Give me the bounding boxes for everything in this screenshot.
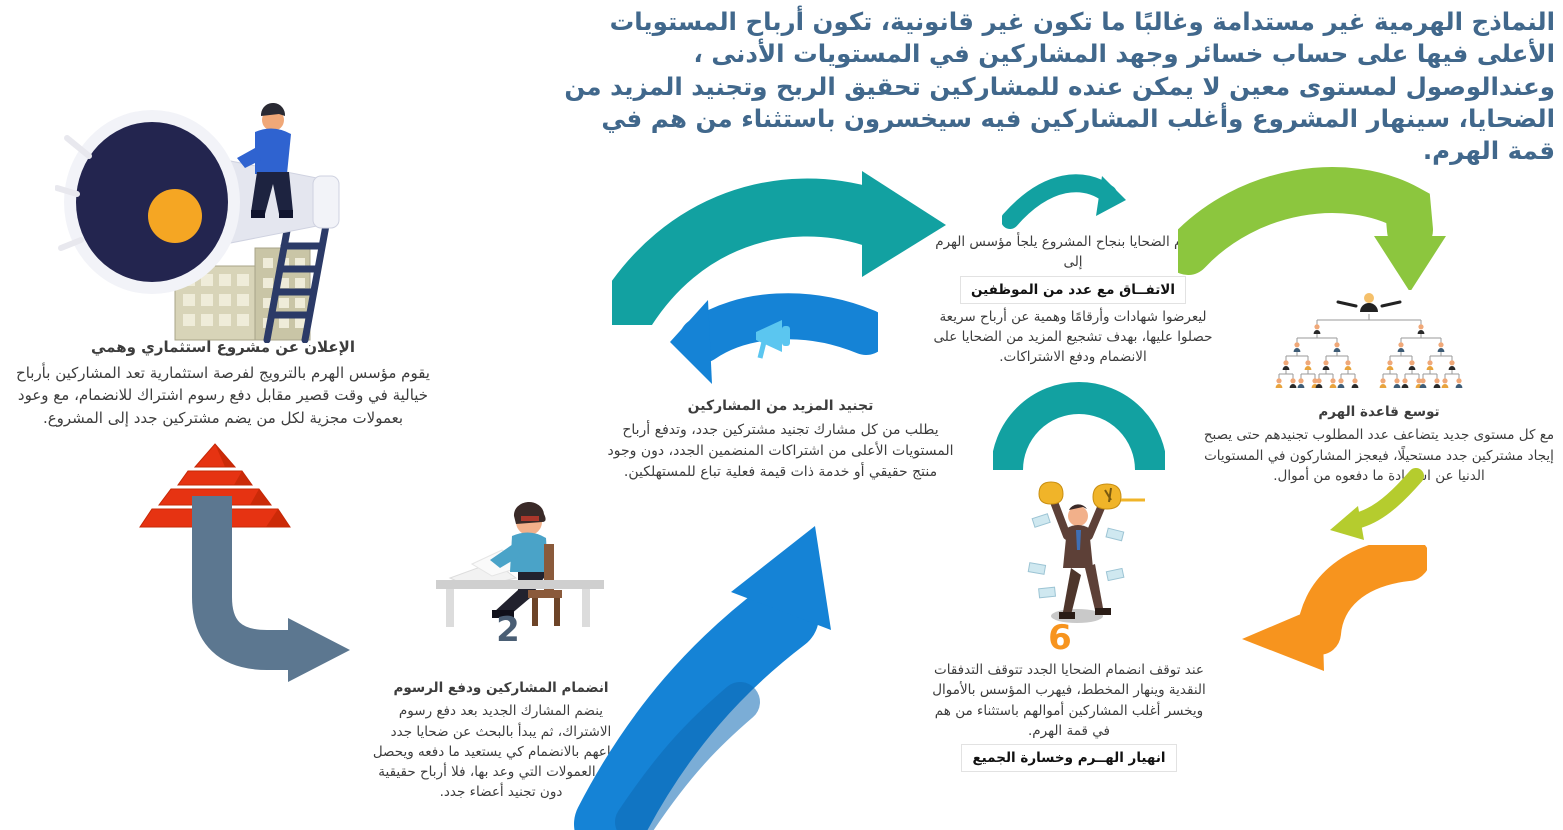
step4-label-box: الاتفــاق مع عدد من الموظفين bbox=[961, 277, 1185, 303]
money-man-icon bbox=[1015, 478, 1145, 628]
step3-title: تجنيد المزيد من المشاركين bbox=[687, 398, 874, 414]
step6-number: 6 bbox=[1048, 618, 1072, 658]
step4-pre: ولإيهام الضحايا بنجاح المشروع يلجأ مؤسس الهرم إلى bbox=[935, 234, 1211, 271]
step6-body: عند توقف انضمام الضحايا الجدد تتوقف التدفقات النقدية وينهار المخطط، فيهرب المؤسس بالأموال ويخسر أغلب المشاركين أموالهم باستثناء من هم في قمة الهرم. bbox=[932, 662, 1206, 739]
green-arrow bbox=[1178, 160, 1468, 295]
step4-text-block bbox=[928, 232, 1218, 368]
step1-title: الإعلان عن مشروع استثماري وهمي bbox=[90, 338, 355, 356]
step6-text-block bbox=[928, 660, 1210, 775]
megaphone-man-illustration bbox=[55, 98, 365, 343]
steel-curve-arrow bbox=[172, 492, 352, 687]
orange-arrow bbox=[1222, 545, 1427, 675]
step1-text-block bbox=[8, 336, 438, 429]
teal-dome-arc bbox=[993, 372, 1165, 472]
big-blue-arrow bbox=[555, 512, 875, 830]
intro-paragraph: النماذج الهرمية غير مستدامة وغالبًا ما تكون غير قانونية، تكون أرباح المستويات الأعلى فيها على حساب خسائر وجهد المشاركين في المستويات الأدنى ، وعندالوصول لمستوى معين لا يمكن عنده للمشاركين تحقيق الربح وتجنيد المزيد من الضحايا، سينهار المشروع وأغلب المشاركين فيه سيخسرون باستثناء من هم في قمة الهرم. bbox=[564, 7, 1555, 166]
blue-swoosh-arrow bbox=[668, 292, 878, 397]
step2-number: 2 bbox=[496, 610, 520, 650]
step2-body: ينضم المشارك الجديد بعد دفع رسوم الاشتراك، ثم يبدأ بالبحث عن ضحايا جدد لإقناعهم بالانضمام كي يستعيد ما دفعه ويحصل على العمولات التي وعد بها، فلا أرباح حقيقية دون تجنيد أعضاء جدد. bbox=[372, 703, 630, 801]
org-tree-icon bbox=[1272, 288, 1467, 403]
step2-title: انضمام المشاركين ودفع الرسوم bbox=[393, 680, 609, 696]
step4-body: ليعرضوا شهادات وأرقامًا وهمية عن أرباح سريعة حصلوا عليها، بهدف تشجيع المزيد من الضحايا على الانضمام ودفع الاشتراكات. bbox=[933, 308, 1213, 366]
step5-body: مع كل مستوى جديد يتضاعف عدد المطلوب تجنيدهم حتى يصبح إيجاد مشتركين جدد مستحيلًا، فيعجز المشاركون في المستويات الدنيا عن استعادة ما دفعوه من أموال. bbox=[1203, 427, 1555, 484]
step3-text-block bbox=[598, 396, 963, 483]
small-teal-arrow bbox=[1002, 168, 1127, 230]
yellow-green-arrow bbox=[1328, 468, 1428, 544]
step6-label-box: انهيار الهــرم وخسارة الجميع bbox=[962, 745, 1175, 771]
step3-body: يطلب من كل مشارك تجنيد مشتركين جدد، وتدفع أرباح المستويات الأعلى من اشتراكات المنضمين الجدد، دون وجود منتج حقيقي أو خدمة ذات قيمة فعلية تباع للمستهلكين. bbox=[607, 422, 954, 480]
step5-title: توسع قاعدة الهرم bbox=[1318, 404, 1440, 420]
step1-body: يقوم مؤسس الهرم بالترويج لفرصة استثمارية تعد المشاركين بأرباح خيالية في وقت قصير مقابل دفع رسوم اشتراك للانضمام، مع وعود بعمولات مجزية لكل من يضم مشتركين جدد إلى المشروع. bbox=[16, 363, 430, 427]
pyramid-org-tree-illustration bbox=[1272, 288, 1467, 403]
man-with-money-bags-illustration bbox=[1015, 478, 1145, 628]
megaphone-man-icon bbox=[55, 98, 365, 343]
